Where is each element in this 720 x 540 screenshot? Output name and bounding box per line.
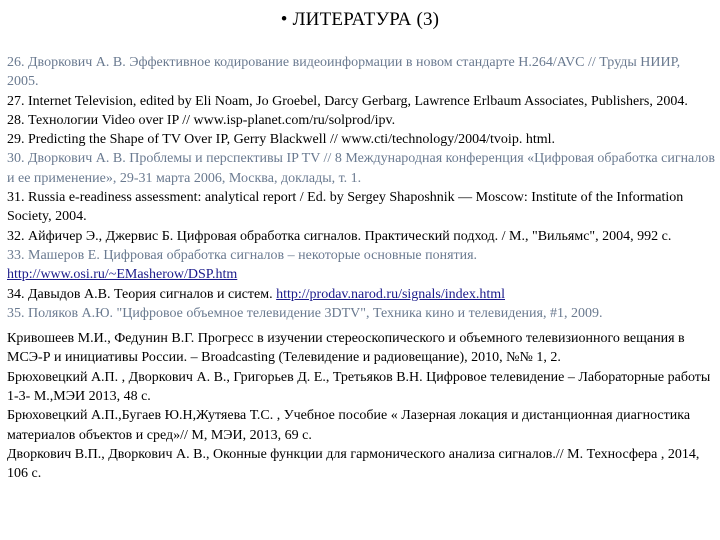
reference-item	[7, 368, 715, 407]
reference-text: Дворкович В.П., Дворкович А. В., Оконные функции для гармонического анализа сигналов.// М. Техносфера , 2014, 106 с.	[7, 446, 700, 482]
reference-text: 29. Predicting the Shape of TV Over IP, Gerry Blackwell // www.cti/technology/2004/tvoip. html.	[7, 132, 555, 148]
reference-text: 30. Дворкович А. В. Проблемы и перспективы IP TV // 8 Международная конференция «Цифровая обработка сигналов и ее применение», 29-31 марта 2006, Москва, доклады, т. 1.	[7, 151, 715, 186]
reference-link[interactable]: http://prodav.narod.ru/signals/index.html	[276, 286, 506, 302]
reference-text: 28. Технологии Video over IP // www.isp-planet.com/ru/solprod/ipv.	[7, 112, 396, 128]
reference-text: 26. Дворкович А. В. Эффективное кодирование видеоинформации в новом стандарте H.264/AVC // Труды НИИР, 2005.	[7, 55, 681, 90]
reference-text: Брюховецкий А.П.,Бугаев Ю.Н,Жутяева Т.С. , Учебное пособие « Лазерная локация и дистанционная диагностика материалов объектов и сред»// М, МЭИ, 2013, 69 с.	[7, 408, 691, 443]
reference-link[interactable]: http://www.osi.ru/~EMasherow/DSP.htm	[7, 267, 238, 283]
reference-item	[7, 304, 715, 323]
reference-item	[7, 406, 715, 445]
reference-item	[7, 149, 715, 188]
reference-item	[7, 445, 715, 484]
reference-text: 27. Internet Television, edited by Eli Noam, Jo Groebel, Darcy Gerbarg, Lawrence Erlbaum Associates, Publishers, 2004.	[7, 93, 688, 109]
reference-item	[7, 329, 715, 368]
reference-item	[7, 227, 715, 246]
reference-text: 31. Russia e-readiness assessment: analytical report / Ed. by Sergey Shaposhnik — Moscow: Institute of the Information Society, 2004.	[7, 190, 684, 225]
reference-item	[7, 53, 715, 92]
reference-text: 35. Поляков А.Ю. "Цифровое объемное телевидение 3DTV", Техника кино и телевидения, #1, 2009.	[7, 305, 603, 321]
reference-list	[7, 53, 715, 484]
reference-text: 33. Машеров Е. Цифровая обработка сигналов – некоторые основные понятия.	[7, 247, 478, 263]
reference-item	[7, 188, 715, 227]
reference-text: Брюховецкий А.П. , Дворкович А. В., Григорьев Д. Е., Третьяков В.Н. Цифровое телевидение – Лабораторные работы 1-3- М.,МЭИ 2013, 48 с.	[7, 369, 711, 405]
slide-title: • ЛИТЕРАТУРА (3)	[280, 9, 440, 30]
reference-text: 32. Айфичер Э., Джервис Б. Цифровая обработка сигналов. Практический подход. / М., "Вильямс", 2004, 992 с.	[7, 228, 672, 244]
reference-text: Кривошеев М.И., Федунин В.Г. Прогресс в изучении стереоскопического и объемного телевизионного вещания в МСЭ-Р и инициативы России. – Broadcasting (Телевидение и радиовещание), 2010, №№ 1, 2.	[7, 331, 685, 366]
reference-item	[7, 111, 715, 130]
reference-text: 34. Давыдов А.В. Теория сигналов и систем.	[7, 286, 273, 302]
reference-item	[7, 130, 715, 149]
reference-item	[7, 285, 715, 304]
reference-item	[7, 246, 715, 285]
reference-item	[7, 92, 715, 111]
